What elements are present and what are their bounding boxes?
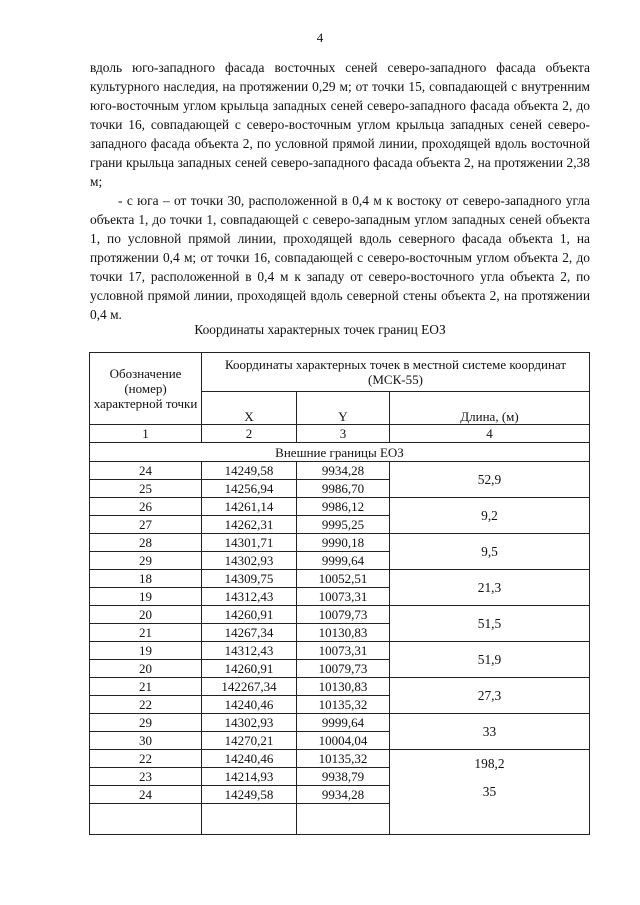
point-cell: 25 [90,480,202,498]
length-value: 35 [482,784,497,799]
x-cell: 14302,93 [202,552,297,570]
header-length: Длина, (м) [390,392,590,425]
x-cell: 14249,58 [202,786,297,804]
length-cell: 33 [390,714,590,750]
point-cell: 29 [90,552,202,570]
y-cell: 9990,18 [297,534,390,552]
empty-cell [297,804,390,835]
x-cell: 14270,21 [202,732,297,750]
x-cell: 14240,46 [202,696,297,714]
length-cell: 51,9 [390,642,590,678]
point-cell: 18 [90,570,202,588]
table-row [90,498,590,516]
point-cell: 21 [90,678,202,696]
header-point: Обозначение (номер) характерной точки [90,353,202,425]
length-cell [390,750,590,835]
page-number: 4 [316,30,324,45]
x-cell: 14240,46 [202,750,297,768]
y-cell: 9986,70 [297,480,390,498]
x-cell: 14256,94 [202,480,297,498]
x-cell: 14267,34 [202,624,297,642]
length-cell: 21,3 [390,570,590,606]
table-row [90,678,590,696]
y-cell: 9999,64 [297,714,390,732]
x-cell: 14312,43 [202,642,297,660]
y-cell: 10079,73 [297,606,390,624]
header-x: X [202,392,297,425]
point-cell: 22 [90,750,202,768]
length-cell: 9,5 [390,534,590,570]
column-index: 2 [202,425,297,443]
y-cell: 10130,83 [297,624,390,642]
paragraph: - с юга – от точки 30, расположенной в 0,4 м к востоку от северо-западного угла объекта 1, до точки 1, совпадающей с северо-западным углом западных сеней объекта 1, по условной прямой линии, проходящей вдоль северного фасада объекта 1, на протяжении 0,4 м; от точки 16, совпадающей с северо-восточным углом объекта 2, до точки 17, расположенной в 0,4 м к западу от северо-восточного угла объекта 2, по условной прямой линии, проходящей вдоль северной стены объекта 2, на протяжении 0,4 м. [90,193,590,322]
empty-cell [202,804,297,835]
point-cell: 20 [90,606,202,624]
x-cell: 14214,93 [202,768,297,786]
column-index: 3 [297,425,390,443]
x-cell: 142267,34 [202,678,297,696]
x-cell: 14260,91 [202,606,297,624]
length-value: 198,2 [474,756,505,771]
length-cell: 27,3 [390,678,590,714]
column-index: 1 [90,425,202,443]
header-y: Y [297,392,390,425]
point-cell: 23 [90,768,202,786]
length-cell: 51,5 [390,606,590,642]
point-cell: 24 [90,786,202,804]
y-cell: 10004,04 [297,732,390,750]
table-row [90,570,590,588]
point-cell: 24 [90,462,202,480]
header-coordinates: Координаты характерных точек в местной системе координат (МСК-55) [202,353,590,392]
x-cell: 14262,31 [202,516,297,534]
paragraph: вдоль юго-западного фасада восточных сеней северо-западного фасада объекта культурного наследия, на протяжении 0,29 м; от точки 15, совпадающей с внутренним юго-восточным углом крыльца западных сеней северо-западного фасада объекта 2, до точки 16, совпадающей с северо-восточным углом крыльца западных сеней северо-западного фасада объекта 2, по условной прямой линии, проходящей вдоль восточной грани крыльца западных сеней северо-западного фасада объекта 2, на протяжении 2,38 м; [90,60,590,189]
y-cell: 9999,64 [297,552,390,570]
empty-cell [90,804,202,835]
point-cell: 28 [90,534,202,552]
section-label: Внешние границы ЕОЗ [90,443,590,462]
point-cell: 22 [90,696,202,714]
y-cell: 9995,25 [297,516,390,534]
point-cell: 30 [90,732,202,750]
y-cell: 10073,31 [297,588,390,606]
point-cell: 20 [90,660,202,678]
point-cell: 19 [90,588,202,606]
y-cell: 9986,12 [297,498,390,516]
column-index: 4 [390,425,590,443]
body-text [90,58,590,324]
y-cell: 10135,32 [297,750,390,768]
point-cell: 19 [90,642,202,660]
table-row [90,714,590,732]
point-cell: 26 [90,498,202,516]
table-row [90,606,590,624]
coordinates-table [89,352,590,835]
point-cell: 29 [90,714,202,732]
x-cell: 14249,58 [202,462,297,480]
y-cell: 9934,28 [297,462,390,480]
point-cell: 27 [90,516,202,534]
x-cell: 14302,93 [202,714,297,732]
point-cell: 21 [90,624,202,642]
table-row [90,462,590,480]
y-cell: 9938,79 [297,768,390,786]
x-cell: 14312,43 [202,588,297,606]
y-cell: 9934,28 [297,786,390,804]
table-row [90,750,590,768]
y-cell: 10073,31 [297,642,390,660]
table-row [90,534,590,552]
length-cell: 9,2 [390,498,590,534]
table-title: Координаты характерных точек границ ЕОЗ [194,322,446,337]
y-cell: 10052,51 [297,570,390,588]
y-cell: 10130,83 [297,678,390,696]
x-cell: 14309,75 [202,570,297,588]
x-cell: 14301,71 [202,534,297,552]
x-cell: 14261,14 [202,498,297,516]
table-row [90,642,590,660]
length-cell: 52,9 [390,462,590,498]
y-cell: 10079,73 [297,660,390,678]
x-cell: 14260,91 [202,660,297,678]
y-cell: 10135,32 [297,696,390,714]
